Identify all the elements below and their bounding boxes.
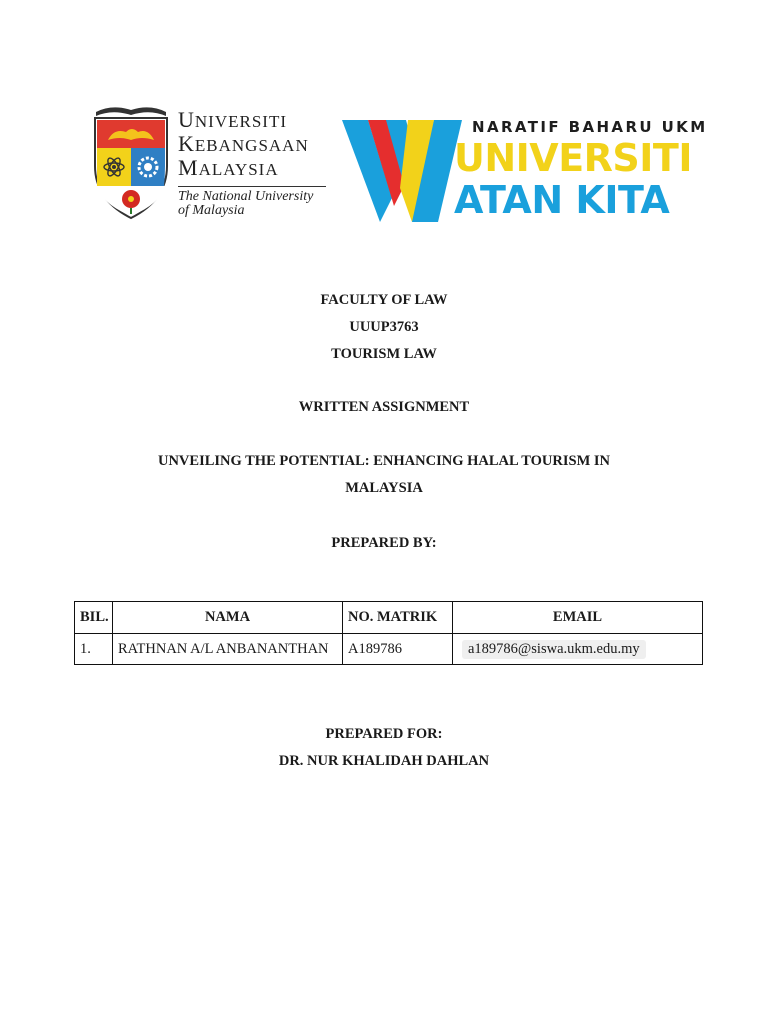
header-nama: NAMA [113, 602, 343, 634]
assignment-type: WRITTEN ASSIGNMENT [298, 399, 470, 415]
lecturer-name: DR. NUR KHALIDAH DAHLAN [278, 753, 490, 769]
ukm-name-line-2: KEBANGSAAN [178, 131, 309, 156]
ukm-logo [92, 104, 328, 228]
assignment-title-line-1: UNVEILING THE POTENTIAL: ENHANCING HALAL TOURISM IN [157, 453, 610, 469]
course-code: UUUP3763 [349, 319, 419, 335]
universiti-watan-kita-logo [342, 116, 708, 224]
ukm-divider [178, 186, 326, 187]
faculty-name: FACULTY OF LAW [320, 292, 448, 308]
ukm-name-line-1: UNIVERSITI [178, 107, 287, 132]
cell-email [453, 634, 703, 665]
campaign-line-1: UNIVERSITI [454, 136, 692, 180]
header-no-matrik: NO. MATRIK [343, 602, 453, 634]
ukm-subtitle-line-2: of Malaysia [178, 203, 245, 218]
table-header-row [75, 602, 703, 634]
cell-matrik: A189786 [343, 634, 453, 665]
student-table [74, 601, 703, 665]
ukm-name-line-3: MALAYSIA [178, 155, 279, 180]
table-row [75, 634, 703, 665]
ukm-subtitle-line-1: The National University [178, 189, 314, 204]
campaign-tagline: NARATIF BAHARU UKM [472, 118, 708, 136]
assignment-title-line-2: MALAYSIA [345, 480, 423, 496]
prepared-by-label: PREPARED BY: [331, 535, 437, 551]
w-mark-icon [342, 118, 462, 222]
cell-bil: 1. [75, 634, 113, 665]
prepared-for-label: PREPARED FOR: [325, 726, 443, 742]
cell-nama: RATHNAN A/L ANBANANTHAN [113, 634, 343, 665]
ukm-crest-icon [92, 104, 170, 222]
header-email: EMAIL [453, 602, 703, 634]
campaign-line-2: ATAN KITA [454, 178, 670, 222]
email-link[interactable]: a189786@siswa.ukm.edu.my [462, 640, 646, 659]
course-name: TOURISM LAW [331, 346, 437, 362]
header-bil: BIL. [75, 602, 113, 634]
